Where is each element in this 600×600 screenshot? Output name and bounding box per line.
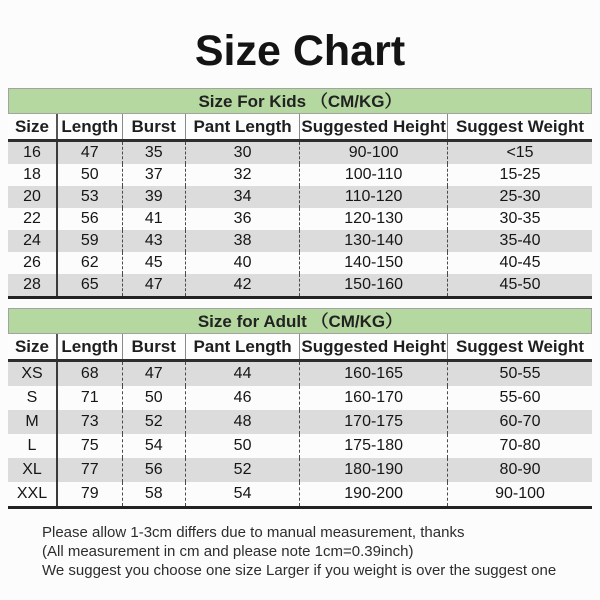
table-cell: 77 [57, 458, 122, 482]
column-header: Size [8, 114, 57, 141]
footer-line: (All measurement in cm and please note 1cm=0.39inch) [42, 543, 414, 560]
table-cell: 170-175 [300, 410, 448, 434]
table-cell: 54 [122, 434, 185, 458]
table-cell: <15 [448, 141, 592, 165]
table-row [8, 252, 592, 274]
table-row [8, 482, 592, 508]
table-cell: 120-130 [300, 208, 448, 230]
footer-line: We suggest you choose one size Larger if you weight is over the suggest one [42, 562, 557, 579]
table-cell: XXL [8, 482, 57, 508]
table-cell: 130-140 [300, 230, 448, 252]
table-cell: 100-110 [300, 164, 448, 186]
table-cell: 71 [57, 386, 122, 410]
table-cell: 46 [185, 386, 299, 410]
column-header: Suggest Weight [448, 114, 592, 141]
table-cell: 58 [122, 482, 185, 508]
table-cell: 45-50 [448, 274, 592, 298]
table-row [8, 361, 592, 387]
table-cell: 35-40 [448, 230, 592, 252]
table-cell: 40-45 [448, 252, 592, 274]
table-cell: 20 [23, 188, 41, 205]
table-cell: 41 [122, 208, 185, 230]
table-row [8, 208, 592, 230]
table-cell: 175-180 [300, 434, 448, 458]
table-cell: 50 [57, 164, 122, 186]
table-cell: M [25, 413, 39, 430]
table-cell: 180-190 [300, 458, 448, 482]
table-cell: L [27, 437, 37, 454]
table-cell: 190-200 [300, 482, 448, 508]
adult-section [8, 308, 592, 509]
table-cell: 16 [23, 144, 41, 161]
table-row [8, 386, 592, 410]
table-cell: 62 [57, 252, 122, 274]
column-header: Pant Length [185, 334, 299, 361]
footer-note [42, 523, 582, 580]
table-cell: 90-100 [448, 482, 592, 508]
table-cell: 15-25 [448, 164, 592, 186]
table-cell: 32 [185, 164, 299, 186]
table-row [8, 141, 592, 165]
header-row [8, 114, 592, 141]
table-cell: 75 [57, 434, 122, 458]
table-cell: 52 [185, 458, 299, 482]
table-cell: 59 [57, 230, 122, 252]
table-cell: 30-35 [448, 208, 592, 230]
column-header: Suggested Height [300, 334, 448, 361]
table-cell: 26 [23, 254, 41, 271]
table-cell: 42 [185, 274, 299, 298]
table-cell: 24 [23, 232, 41, 249]
table-cell: 90-100 [300, 141, 448, 165]
table-cell: XL [22, 461, 42, 478]
kids-table-container [8, 114, 592, 299]
table-cell: 68 [57, 361, 122, 387]
column-header: Burst [122, 334, 185, 361]
table-cell: 70-80 [448, 434, 592, 458]
table-cell: S [26, 389, 38, 406]
section-gap [0, 299, 600, 308]
table-cell: 60-70 [448, 410, 592, 434]
column-header: Length [57, 114, 122, 141]
table-cell: 50 [122, 386, 185, 410]
table-row [8, 410, 592, 434]
table-cell: 40 [185, 252, 299, 274]
table-row [8, 186, 592, 208]
table-cell: 55-60 [448, 386, 592, 410]
table-cell: 56 [122, 458, 185, 482]
column-header: Suggest Weight [448, 334, 592, 361]
table-cell: 35 [122, 141, 185, 165]
table-cell: 25-30 [448, 186, 592, 208]
column-header: Size [8, 334, 57, 361]
table-cell: 56 [57, 208, 122, 230]
table-cell: 39 [122, 186, 185, 208]
column-header: Length [57, 334, 122, 361]
column-header: Pant Length [185, 114, 299, 141]
header-row [8, 334, 592, 361]
table-cell: 160-165 [300, 361, 448, 387]
kids-section [8, 88, 592, 299]
table-cell: 150-160 [300, 274, 448, 298]
table-row [8, 458, 592, 482]
table-row [8, 434, 592, 458]
kids-section-header: Size For Kids （CM/KG） [8, 88, 592, 114]
table-cell: 30 [185, 141, 299, 165]
table-cell: 47 [122, 361, 185, 387]
table-cell: 34 [185, 186, 299, 208]
footer-line: Please allow 1-3cm differs due to manual measurement, thanks [42, 524, 465, 541]
table-cell: 52 [122, 410, 185, 434]
table-cell: 47 [57, 141, 122, 165]
table-cell: 38 [185, 230, 299, 252]
page-title: Size Chart [194, 27, 406, 75]
table-cell: 160-170 [300, 386, 448, 410]
table-cell: 44 [185, 361, 299, 387]
column-header: Burst [122, 114, 185, 141]
kids-size-table [8, 114, 592, 299]
table-cell: 45 [122, 252, 185, 274]
table-cell: 79 [57, 482, 122, 508]
adult-table-container [8, 334, 592, 509]
table-row [8, 274, 592, 298]
table-cell: 53 [57, 186, 122, 208]
table-cell: 36 [185, 208, 299, 230]
table-cell: 54 [185, 482, 299, 508]
table-cell: 43 [122, 230, 185, 252]
table-cell: 47 [122, 274, 185, 298]
table-cell: XS [21, 365, 43, 382]
table-cell: 50-55 [448, 361, 592, 387]
table-cell: 37 [122, 164, 185, 186]
adult-section-header: Size for Adult （CM/KG） [8, 308, 592, 334]
table-cell: 65 [57, 274, 122, 298]
table-cell: 50 [185, 434, 299, 458]
column-header: Suggested Height [300, 114, 448, 141]
table-row [8, 230, 592, 252]
table-cell: 110-120 [300, 186, 448, 208]
table-cell: 73 [57, 410, 122, 434]
table-cell: 22 [23, 210, 41, 227]
table-cell: 48 [185, 410, 299, 434]
table-cell: 80-90 [448, 458, 592, 482]
adult-size-table [8, 334, 592, 509]
table-cell: 140-150 [300, 252, 448, 274]
table-cell: 18 [23, 166, 41, 183]
table-cell: 28 [8, 274, 57, 298]
table-row [8, 164, 592, 186]
